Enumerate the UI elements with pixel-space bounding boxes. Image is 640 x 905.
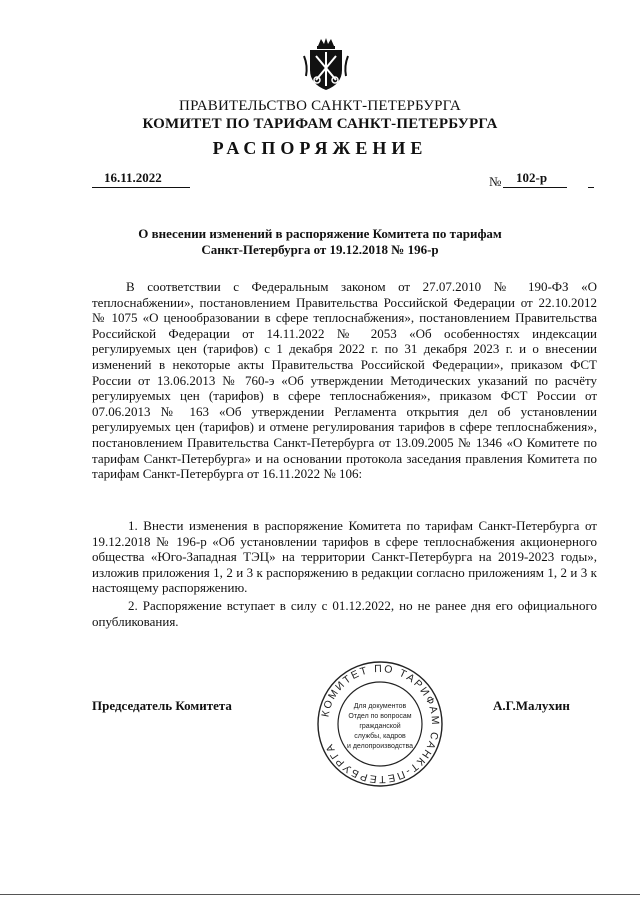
stamp-inner-line: гражданской xyxy=(359,723,401,730)
order-item: 1. Внести изменения в распоряжение Комитета по тарифам Санкт-Петербурга от 19.12.2018 № 196-р «Об установлении тарифов в сфере теплоснабжения акционерного общества «Юго-Западная ТЭЦ» на территории Санкт-Петербурга на 2019-2023 годы», изложив приложения 1, 2 и 3 к распоряжению в редакции согласно приложениям 1, 2 и 3 к настоящему распоряжению. xyxy=(92,518,597,596)
stamp-inner-line: и делопроизводства xyxy=(346,743,414,750)
preamble-paragraph: В соответствии с Федеральным законом от 27.07.2010 № 190-ФЗ «О теплоснабжении», постановлением Правительства Российской Федерации от 22.10.2012 № 1075 «О ценообразовании в сфере теплоснабжения», постановлением Правительства Российской Федерации от 14.11.2022 № 2053 «Об особенностях индексации регулируемых цен (тарифов) с 1 декабря 2022 г. по 31 декабря 2023 г. и о внесении изменений в некоторые акты Правительства Российской Федерации», приказом ФСТ России от 13.06.2013 № 760-э «Об утверждении Методических указаний по расчёту регулируемых цен (тарифов) в сфере теплоснабжения», приказом ФСТ России от 07.06.2013 № 163 «Об утверждении Регламента открытия дел об установлении регулируемых цен (тарифов) и отмене регулирования тарифов в сфере теплоснабжения», постановлением Правительства Санкт-Петербурга от 13.09.2005 № 1346 «О Комитете по тарифам Санкт-Петербурга» и на основании протокола заседания правления Комитета по тарифам Санкт-Петербурга от 16.11.2022 № 106: xyxy=(92,279,597,482)
date-underline xyxy=(92,187,190,188)
government-title: ПРАВИТЕЛЬСТВО САНКТ-ПЕТЕРБУРГА xyxy=(179,98,461,114)
page-bottom-border xyxy=(0,894,640,895)
document-subject xyxy=(0,226,640,258)
order-items xyxy=(92,518,597,631)
stamp-inner-line: Для документов xyxy=(353,703,407,710)
coat-of-arms-icon xyxy=(302,36,350,94)
document-date: 16.11.2022 xyxy=(104,170,162,185)
document-type: РАСПОРЯЖЕНИЕ xyxy=(212,138,428,158)
number-sign: № xyxy=(489,174,502,189)
stamp-inner-line: службы, кадров xyxy=(354,733,406,740)
number-underline xyxy=(503,187,567,188)
committee-title: КОМИТЕТ ПО ТАРИФАМ САНКТ-ПЕТЕРБУРГА xyxy=(142,116,498,132)
document-number: 102-р xyxy=(516,170,548,185)
number-tick xyxy=(588,187,594,188)
stamp-inner-line: Отдел по вопросам xyxy=(348,713,412,720)
signatory-position: Председатель Комитета xyxy=(92,698,232,713)
official-stamp xyxy=(316,660,444,788)
order-item: 2. Распоряжение вступает в силу с 01.12.2022, но не ранее дня его официального опубликования. xyxy=(92,597,597,629)
subject-line-2: Санкт-Петербурга от 19.12.2018 № 196-р xyxy=(201,242,439,257)
stamp-outer-text: КОМИТЕТ ПО ТАРИФАМ САНКТ-ПЕТЕРБУРГА xyxy=(319,662,442,786)
signatory-name: А.Г.Малухин xyxy=(493,698,570,713)
subject-line-1: О внесении изменений в распоряжение Комитета по тарифам xyxy=(138,226,502,241)
